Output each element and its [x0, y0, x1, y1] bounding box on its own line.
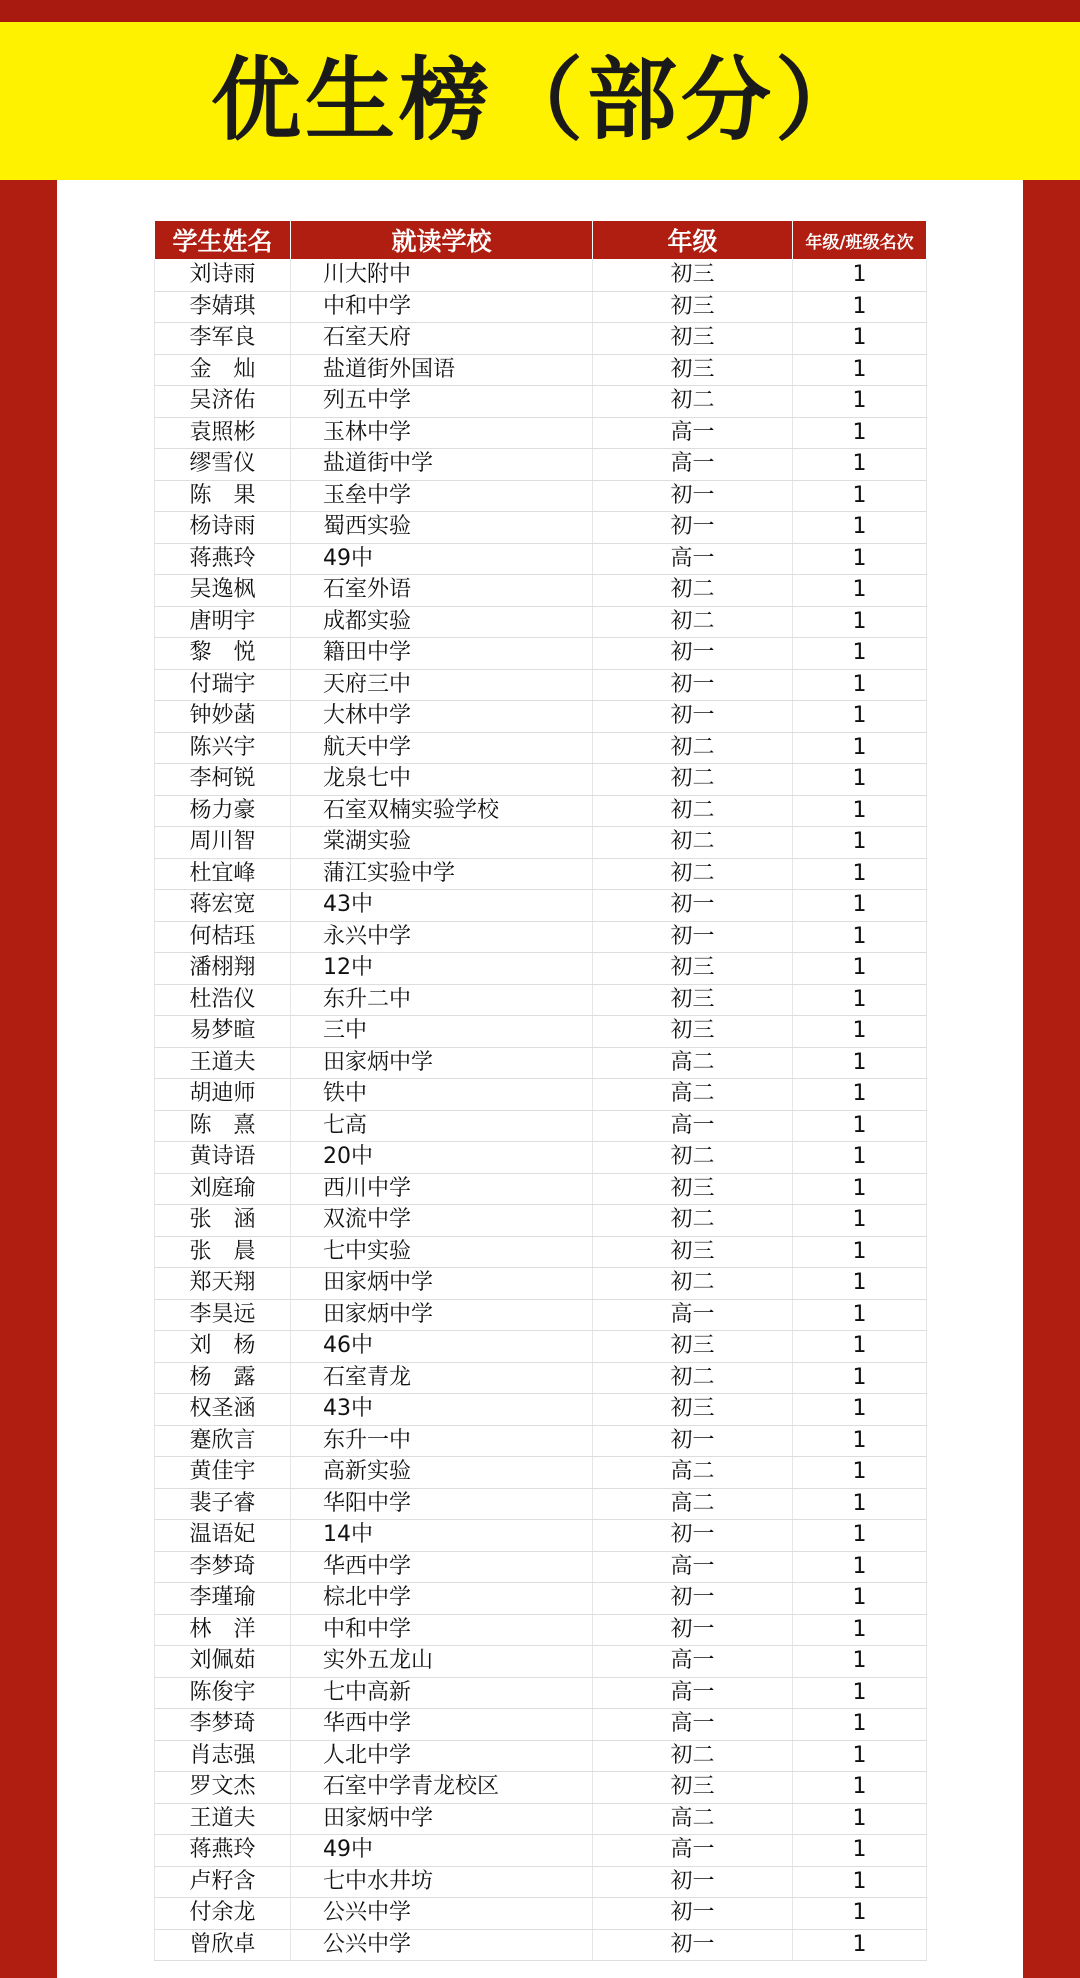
rank-cell: 1 [793, 1457, 927, 1489]
grade-cell: 初一 [593, 1614, 793, 1646]
school-cell: 田家炳中学 [291, 1803, 593, 1835]
student-name-cell: 李昊远 [155, 1299, 291, 1331]
school-cell: 七高 [291, 1110, 593, 1142]
grade-cell: 初二 [593, 795, 793, 827]
table-row [155, 953, 927, 985]
grade-cell: 初三 [593, 1236, 793, 1268]
rank-cell: 1 [793, 386, 927, 418]
grade-cell: 初一 [593, 1520, 793, 1552]
student-name-cell: 胡迪师 [155, 1079, 291, 1111]
student-name-cell: 李梦琦 [155, 1551, 291, 1583]
school-cell: 东升一中 [291, 1425, 593, 1457]
table-row [155, 1740, 927, 1772]
school-cell: 中和中学 [291, 291, 593, 323]
rank-cell: 1 [793, 606, 927, 638]
rank-cell: 1 [793, 795, 927, 827]
rank-cell: 1 [793, 827, 927, 859]
rank-cell: 1 [793, 1677, 927, 1709]
student-name-cell: 唐明宇 [155, 606, 291, 638]
table-row [155, 1110, 927, 1142]
student-name-cell: 郑天翔 [155, 1268, 291, 1300]
student-name-cell: 黄诗语 [155, 1142, 291, 1174]
grade-cell: 初一 [593, 701, 793, 733]
table-row [155, 354, 927, 386]
school-cell: 籍田中学 [291, 638, 593, 670]
rank-cell: 1 [793, 1299, 927, 1331]
table-row [155, 1551, 927, 1583]
school-cell: 华西中学 [291, 1709, 593, 1741]
grade-cell: 初二 [593, 1142, 793, 1174]
rank-cell: 1 [793, 1331, 927, 1363]
student-name-cell: 杨诗雨 [155, 512, 291, 544]
grade-cell: 初二 [593, 386, 793, 418]
table-row [155, 323, 927, 355]
table-row [155, 1205, 927, 1237]
student-name-cell: 曾欣卓 [155, 1929, 291, 1961]
school-cell: 七中实验 [291, 1236, 593, 1268]
table-row [155, 1047, 927, 1079]
rank-cell: 1 [793, 669, 927, 701]
rank-cell: 1 [793, 354, 927, 386]
table-row [155, 1646, 927, 1678]
student-name-cell: 李柯锐 [155, 764, 291, 796]
rank-cell: 1 [793, 1394, 927, 1426]
school-cell: 石室外语 [291, 575, 593, 607]
table-row [155, 669, 927, 701]
student-name-cell: 易梦暄 [155, 1016, 291, 1048]
grade-cell: 初三 [593, 1016, 793, 1048]
grade-cell: 高一 [593, 543, 793, 575]
grade-cell: 初三 [593, 1394, 793, 1426]
grade-cell: 初一 [593, 1425, 793, 1457]
rank-cell: 1 [793, 1835, 927, 1867]
student-name-cell: 李瑾瑜 [155, 1583, 291, 1615]
rank-cell: 1 [793, 1898, 927, 1930]
school-cell: 盐道街外国语 [291, 354, 593, 386]
table-row [155, 638, 927, 670]
table-row [155, 1898, 927, 1930]
rank-cell: 1 [793, 1772, 927, 1804]
rank-cell: 1 [793, 1142, 927, 1174]
grade-cell: 初三 [593, 953, 793, 985]
title-banner [0, 22, 1080, 180]
school-cell: 七中水井坊 [291, 1866, 593, 1898]
grade-cell: 初一 [593, 890, 793, 922]
table-row [155, 1677, 927, 1709]
grade-cell: 高一 [593, 1110, 793, 1142]
grade-cell: 高一 [593, 1646, 793, 1678]
student-name-cell: 王道夫 [155, 1803, 291, 1835]
rank-cell: 1 [793, 449, 927, 481]
table-row [155, 1488, 927, 1520]
honor-roll-table [154, 220, 927, 1961]
table-row [155, 512, 927, 544]
school-cell: 石室天府 [291, 323, 593, 355]
student-name-cell: 张 晨 [155, 1236, 291, 1268]
table-row [155, 291, 927, 323]
student-name-cell: 陈 果 [155, 480, 291, 512]
school-cell: 蜀西实验 [291, 512, 593, 544]
school-cell: 田家炳中学 [291, 1299, 593, 1331]
school-cell: 东升二中 [291, 984, 593, 1016]
school-cell: 天府三中 [291, 669, 593, 701]
grade-cell: 高一 [593, 1551, 793, 1583]
grade-cell: 初一 [593, 1866, 793, 1898]
grade-cell: 初二 [593, 1268, 793, 1300]
grade-cell: 初三 [593, 354, 793, 386]
rank-cell: 1 [793, 291, 927, 323]
table-row [155, 1362, 927, 1394]
student-name-cell: 潘栩翔 [155, 953, 291, 985]
student-name-cell: 蒋燕玲 [155, 543, 291, 575]
table-row [155, 701, 927, 733]
grade-cell: 初二 [593, 606, 793, 638]
school-cell: 盐道街中学 [291, 449, 593, 481]
rank-cell: 1 [793, 1362, 927, 1394]
student-name-cell: 肖志强 [155, 1740, 291, 1772]
rank-cell: 1 [793, 1488, 927, 1520]
table-row [155, 1583, 927, 1615]
grade-cell: 初二 [593, 1362, 793, 1394]
grade-cell: 初二 [593, 827, 793, 859]
student-name-cell: 杜浩仪 [155, 984, 291, 1016]
table-row [155, 1709, 927, 1741]
grade-cell: 初二 [593, 858, 793, 890]
student-name-cell: 吴逸枫 [155, 575, 291, 607]
rank-cell: 1 [793, 1173, 927, 1205]
table-row [155, 1803, 927, 1835]
school-cell: 铁中 [291, 1079, 593, 1111]
grade-cell: 初三 [593, 260, 793, 292]
table-row [155, 449, 927, 481]
table-row [155, 984, 927, 1016]
rank-cell: 1 [793, 1425, 927, 1457]
rank-cell: 1 [793, 984, 927, 1016]
table-row [155, 1394, 927, 1426]
school-cell: 玉垒中学 [291, 480, 593, 512]
rank-cell: 1 [793, 1740, 927, 1772]
table-row [155, 1016, 927, 1048]
column-header-grade: 年级 [593, 221, 793, 260]
student-name-cell: 权圣涵 [155, 1394, 291, 1426]
school-cell: 46中 [291, 1331, 593, 1363]
student-name-cell: 吴济佑 [155, 386, 291, 418]
grade-cell: 初一 [593, 669, 793, 701]
grade-cell: 高一 [593, 1835, 793, 1867]
school-cell: 西川中学 [291, 1173, 593, 1205]
grade-cell: 初一 [593, 1583, 793, 1615]
student-name-cell: 罗文杰 [155, 1772, 291, 1804]
table-row [155, 1079, 927, 1111]
column-header-rank: 年级/班级名次 [793, 221, 927, 260]
student-name-cell: 杨力豪 [155, 795, 291, 827]
grade-cell: 初三 [593, 323, 793, 355]
table-body [155, 260, 927, 1961]
rank-cell: 1 [793, 480, 927, 512]
school-cell: 成都实验 [291, 606, 593, 638]
rank-cell: 1 [793, 1803, 927, 1835]
student-name-cell: 刘 杨 [155, 1331, 291, 1363]
table-row [155, 1299, 927, 1331]
grade-cell: 高二 [593, 1079, 793, 1111]
roster-panel [57, 180, 1023, 1978]
grade-cell: 初一 [593, 1929, 793, 1961]
student-name-cell: 缪雪仪 [155, 449, 291, 481]
table-row [155, 1520, 927, 1552]
table-row [155, 921, 927, 953]
student-name-cell: 周川智 [155, 827, 291, 859]
table-row [155, 1866, 927, 1898]
school-cell: 棕北中学 [291, 1583, 593, 1615]
rank-cell: 1 [793, 890, 927, 922]
rank-cell: 1 [793, 1583, 927, 1615]
student-name-cell: 王道夫 [155, 1047, 291, 1079]
school-cell: 龙泉七中 [291, 764, 593, 796]
grade-cell: 初三 [593, 1331, 793, 1363]
table-row [155, 1772, 927, 1804]
rank-cell: 1 [793, 1520, 927, 1552]
student-name-cell: 裴子睿 [155, 1488, 291, 1520]
school-cell: 七中高新 [291, 1677, 593, 1709]
school-cell: 43中 [291, 1394, 593, 1426]
school-cell: 三中 [291, 1016, 593, 1048]
rank-cell: 1 [793, 1268, 927, 1300]
table-row [155, 1425, 927, 1457]
rank-cell: 1 [793, 417, 927, 449]
student-name-cell: 黄佳宇 [155, 1457, 291, 1489]
school-cell: 高新实验 [291, 1457, 593, 1489]
rank-cell: 1 [793, 732, 927, 764]
table-row [155, 1268, 927, 1300]
school-cell: 石室双楠实验学校 [291, 795, 593, 827]
page-title: 优生榜（部分） [211, 48, 869, 153]
rank-cell: 1 [793, 1551, 927, 1583]
grade-cell: 高二 [593, 1488, 793, 1520]
school-cell: 公兴中学 [291, 1929, 593, 1961]
student-name-cell: 付瑞宇 [155, 669, 291, 701]
grade-cell: 初三 [593, 1772, 793, 1804]
grade-cell: 初一 [593, 638, 793, 670]
school-cell: 田家炳中学 [291, 1047, 593, 1079]
student-name-cell: 陈俊宇 [155, 1677, 291, 1709]
school-cell: 中和中学 [291, 1614, 593, 1646]
rank-cell: 1 [793, 260, 927, 292]
table-row [155, 260, 927, 292]
grade-cell: 高一 [593, 1299, 793, 1331]
rank-cell: 1 [793, 543, 927, 575]
rank-cell: 1 [793, 1110, 927, 1142]
grade-cell: 高一 [593, 417, 793, 449]
school-cell: 华西中学 [291, 1551, 593, 1583]
table-row [155, 858, 927, 890]
rank-cell: 1 [793, 1079, 927, 1111]
table-row [155, 543, 927, 575]
school-cell: 大林中学 [291, 701, 593, 733]
rank-cell: 1 [793, 858, 927, 890]
rank-cell: 1 [793, 701, 927, 733]
student-name-cell: 黎 悦 [155, 638, 291, 670]
grade-cell: 初一 [593, 512, 793, 544]
table-header [155, 221, 927, 260]
school-cell: 49中 [291, 543, 593, 575]
rank-cell: 1 [793, 921, 927, 953]
school-cell: 石室青龙 [291, 1362, 593, 1394]
school-cell: 棠湖实验 [291, 827, 593, 859]
top-red-strip [0, 0, 1080, 22]
table-row [155, 575, 927, 607]
student-name-cell: 李军良 [155, 323, 291, 355]
rank-cell: 1 [793, 1016, 927, 1048]
grade-cell: 初三 [593, 1173, 793, 1205]
school-cell: 航天中学 [291, 732, 593, 764]
table-row [155, 417, 927, 449]
student-name-cell: 李梦琦 [155, 1709, 291, 1741]
grade-cell: 初一 [593, 1898, 793, 1930]
student-name-cell: 刘诗雨 [155, 260, 291, 292]
table-row [155, 1173, 927, 1205]
table-row [155, 1457, 927, 1489]
student-name-cell: 杜宜峰 [155, 858, 291, 890]
rank-cell: 1 [793, 1205, 927, 1237]
grade-cell: 初二 [593, 732, 793, 764]
student-name-cell: 刘庭瑜 [155, 1173, 291, 1205]
table-row [155, 795, 927, 827]
table-row [155, 1236, 927, 1268]
student-name-cell: 蒋燕玲 [155, 1835, 291, 1867]
table-row [155, 480, 927, 512]
school-cell: 实外五龙山 [291, 1646, 593, 1678]
grade-cell: 初二 [593, 764, 793, 796]
student-name-cell: 林 洋 [155, 1614, 291, 1646]
table-row [155, 606, 927, 638]
student-name-cell: 李婧琪 [155, 291, 291, 323]
student-name-cell: 杨 露 [155, 1362, 291, 1394]
student-name-cell: 何桔珏 [155, 921, 291, 953]
student-name-cell: 蹇欣言 [155, 1425, 291, 1457]
student-name-cell: 张 涵 [155, 1205, 291, 1237]
school-cell: 玉林中学 [291, 417, 593, 449]
rank-cell: 1 [793, 1709, 927, 1741]
grade-cell: 初三 [593, 291, 793, 323]
student-name-cell: 陈 熹 [155, 1110, 291, 1142]
grade-cell: 高二 [593, 1803, 793, 1835]
school-cell: 43中 [291, 890, 593, 922]
school-cell: 公兴中学 [291, 1898, 593, 1930]
rank-cell: 1 [793, 764, 927, 796]
table-row [155, 890, 927, 922]
school-cell: 12中 [291, 953, 593, 985]
school-cell: 14中 [291, 1520, 593, 1552]
table-row [155, 764, 927, 796]
table-row [155, 1142, 927, 1174]
rank-cell: 1 [793, 512, 927, 544]
grade-cell: 初三 [593, 984, 793, 1016]
rank-cell: 1 [793, 638, 927, 670]
student-name-cell: 袁照彬 [155, 417, 291, 449]
table-row [155, 1614, 927, 1646]
grade-cell: 高一 [593, 1709, 793, 1741]
school-cell: 人北中学 [291, 1740, 593, 1772]
grade-cell: 高二 [593, 1047, 793, 1079]
table-row [155, 827, 927, 859]
rank-cell: 1 [793, 1236, 927, 1268]
school-cell: 20中 [291, 1142, 593, 1174]
table-row [155, 732, 927, 764]
school-cell: 永兴中学 [291, 921, 593, 953]
header-row [155, 221, 927, 260]
school-cell: 49中 [291, 1835, 593, 1867]
school-cell: 石室中学青龙校区 [291, 1772, 593, 1804]
school-cell: 川大附中 [291, 260, 593, 292]
student-name-cell: 钟妙菡 [155, 701, 291, 733]
rank-cell: 1 [793, 1614, 927, 1646]
rank-cell: 1 [793, 1646, 927, 1678]
grade-cell: 初二 [593, 575, 793, 607]
student-name-cell: 卢籽含 [155, 1866, 291, 1898]
grade-cell: 高一 [593, 1677, 793, 1709]
rank-cell: 1 [793, 953, 927, 985]
school-cell: 双流中学 [291, 1205, 593, 1237]
table-row [155, 1331, 927, 1363]
student-name-cell: 付余龙 [155, 1898, 291, 1930]
table-row [155, 1835, 927, 1867]
school-cell: 列五中学 [291, 386, 593, 418]
table-row [155, 1929, 927, 1961]
rank-cell: 1 [793, 575, 927, 607]
rank-cell: 1 [793, 323, 927, 355]
column-header-name: 学生姓名 [155, 221, 291, 260]
grade-cell: 初二 [593, 1205, 793, 1237]
student-name-cell: 蒋宏宽 [155, 890, 291, 922]
school-cell: 田家炳中学 [291, 1268, 593, 1300]
rank-cell: 1 [793, 1866, 927, 1898]
student-name-cell: 金 灿 [155, 354, 291, 386]
rank-cell: 1 [793, 1047, 927, 1079]
table-row [155, 386, 927, 418]
grade-cell: 高一 [593, 449, 793, 481]
student-name-cell: 温语妃 [155, 1520, 291, 1552]
school-cell: 华阳中学 [291, 1488, 593, 1520]
grade-cell: 初一 [593, 921, 793, 953]
student-name-cell: 陈兴宇 [155, 732, 291, 764]
column-header-school: 就读学校 [291, 221, 593, 260]
rank-cell: 1 [793, 1929, 927, 1961]
grade-cell: 初二 [593, 1740, 793, 1772]
student-name-cell: 刘佩茹 [155, 1646, 291, 1678]
grade-cell: 高二 [593, 1457, 793, 1489]
grade-cell: 初一 [593, 480, 793, 512]
school-cell: 蒲江实验中学 [291, 858, 593, 890]
